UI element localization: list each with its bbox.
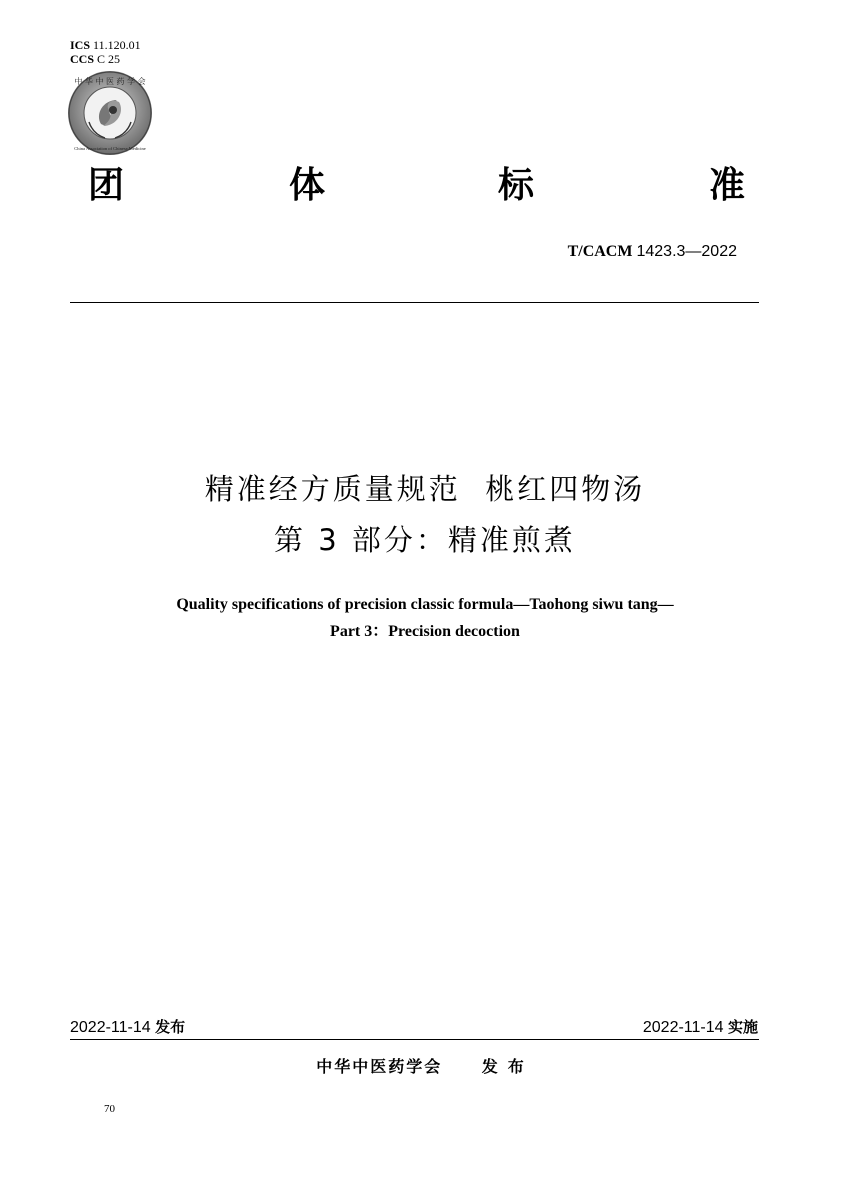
- standard-type-char-4: 准: [709, 165, 746, 206]
- publisher-action: 发布: [481, 1057, 534, 1076]
- issue-date-value: 2022-11-14: [70, 1019, 151, 1036]
- issue-date-label: 发布: [155, 1018, 186, 1036]
- title-cn-line-2: 第 3 部分：精准煎煮: [274, 523, 576, 557]
- standard-number-prefix: T/CACM: [567, 243, 633, 260]
- classification-codes: [70, 38, 141, 66]
- ics-key: ICS: [70, 38, 91, 52]
- svg-text:中 华 中 医 药 学 会: 中 华 中 医 药 学 会: [74, 77, 146, 86]
- association-seal-icon: [67, 70, 153, 156]
- publisher-org: 中华中医药学会: [316, 1057, 443, 1076]
- publisher: [0, 1056, 850, 1078]
- effective-date-label: 实施: [727, 1018, 758, 1036]
- issue-date: [70, 1017, 185, 1038]
- title-en-line-1: Quality specifications of precision classic formula—Taohong siwu tang—: [176, 596, 674, 613]
- ccs-key: CCS: [70, 52, 95, 66]
- svg-text:China Association of Chinese M: China Association of Chinese Medicine: [74, 146, 146, 151]
- ics-value: 11.120.01: [93, 38, 141, 52]
- association-logo: [67, 70, 153, 156]
- title-en-line-2: Part 3：Precision decoction: [330, 623, 520, 640]
- effective-date: [643, 1017, 758, 1038]
- footer-divider: [70, 1039, 759, 1040]
- standard-type-char-2: 体: [289, 165, 326, 206]
- effective-date-value: 2022-11-14: [642, 1019, 724, 1036]
- ics-code: [70, 38, 141, 52]
- ccs-code: [70, 52, 141, 66]
- ccs-value: C 25: [97, 52, 121, 66]
- standard-type-heading: [70, 164, 750, 212]
- standard-type-char-3: 标: [498, 165, 535, 206]
- standard-type-char-1: 团: [88, 165, 125, 206]
- standard-number-value: 1423.3—2022: [636, 243, 737, 260]
- page-number: 70: [104, 1103, 115, 1115]
- standard-number: [568, 242, 737, 262]
- header-divider: [70, 302, 759, 303]
- title-cn-line-1: 精准经方质量规范 桃红四物汤: [204, 472, 646, 506]
